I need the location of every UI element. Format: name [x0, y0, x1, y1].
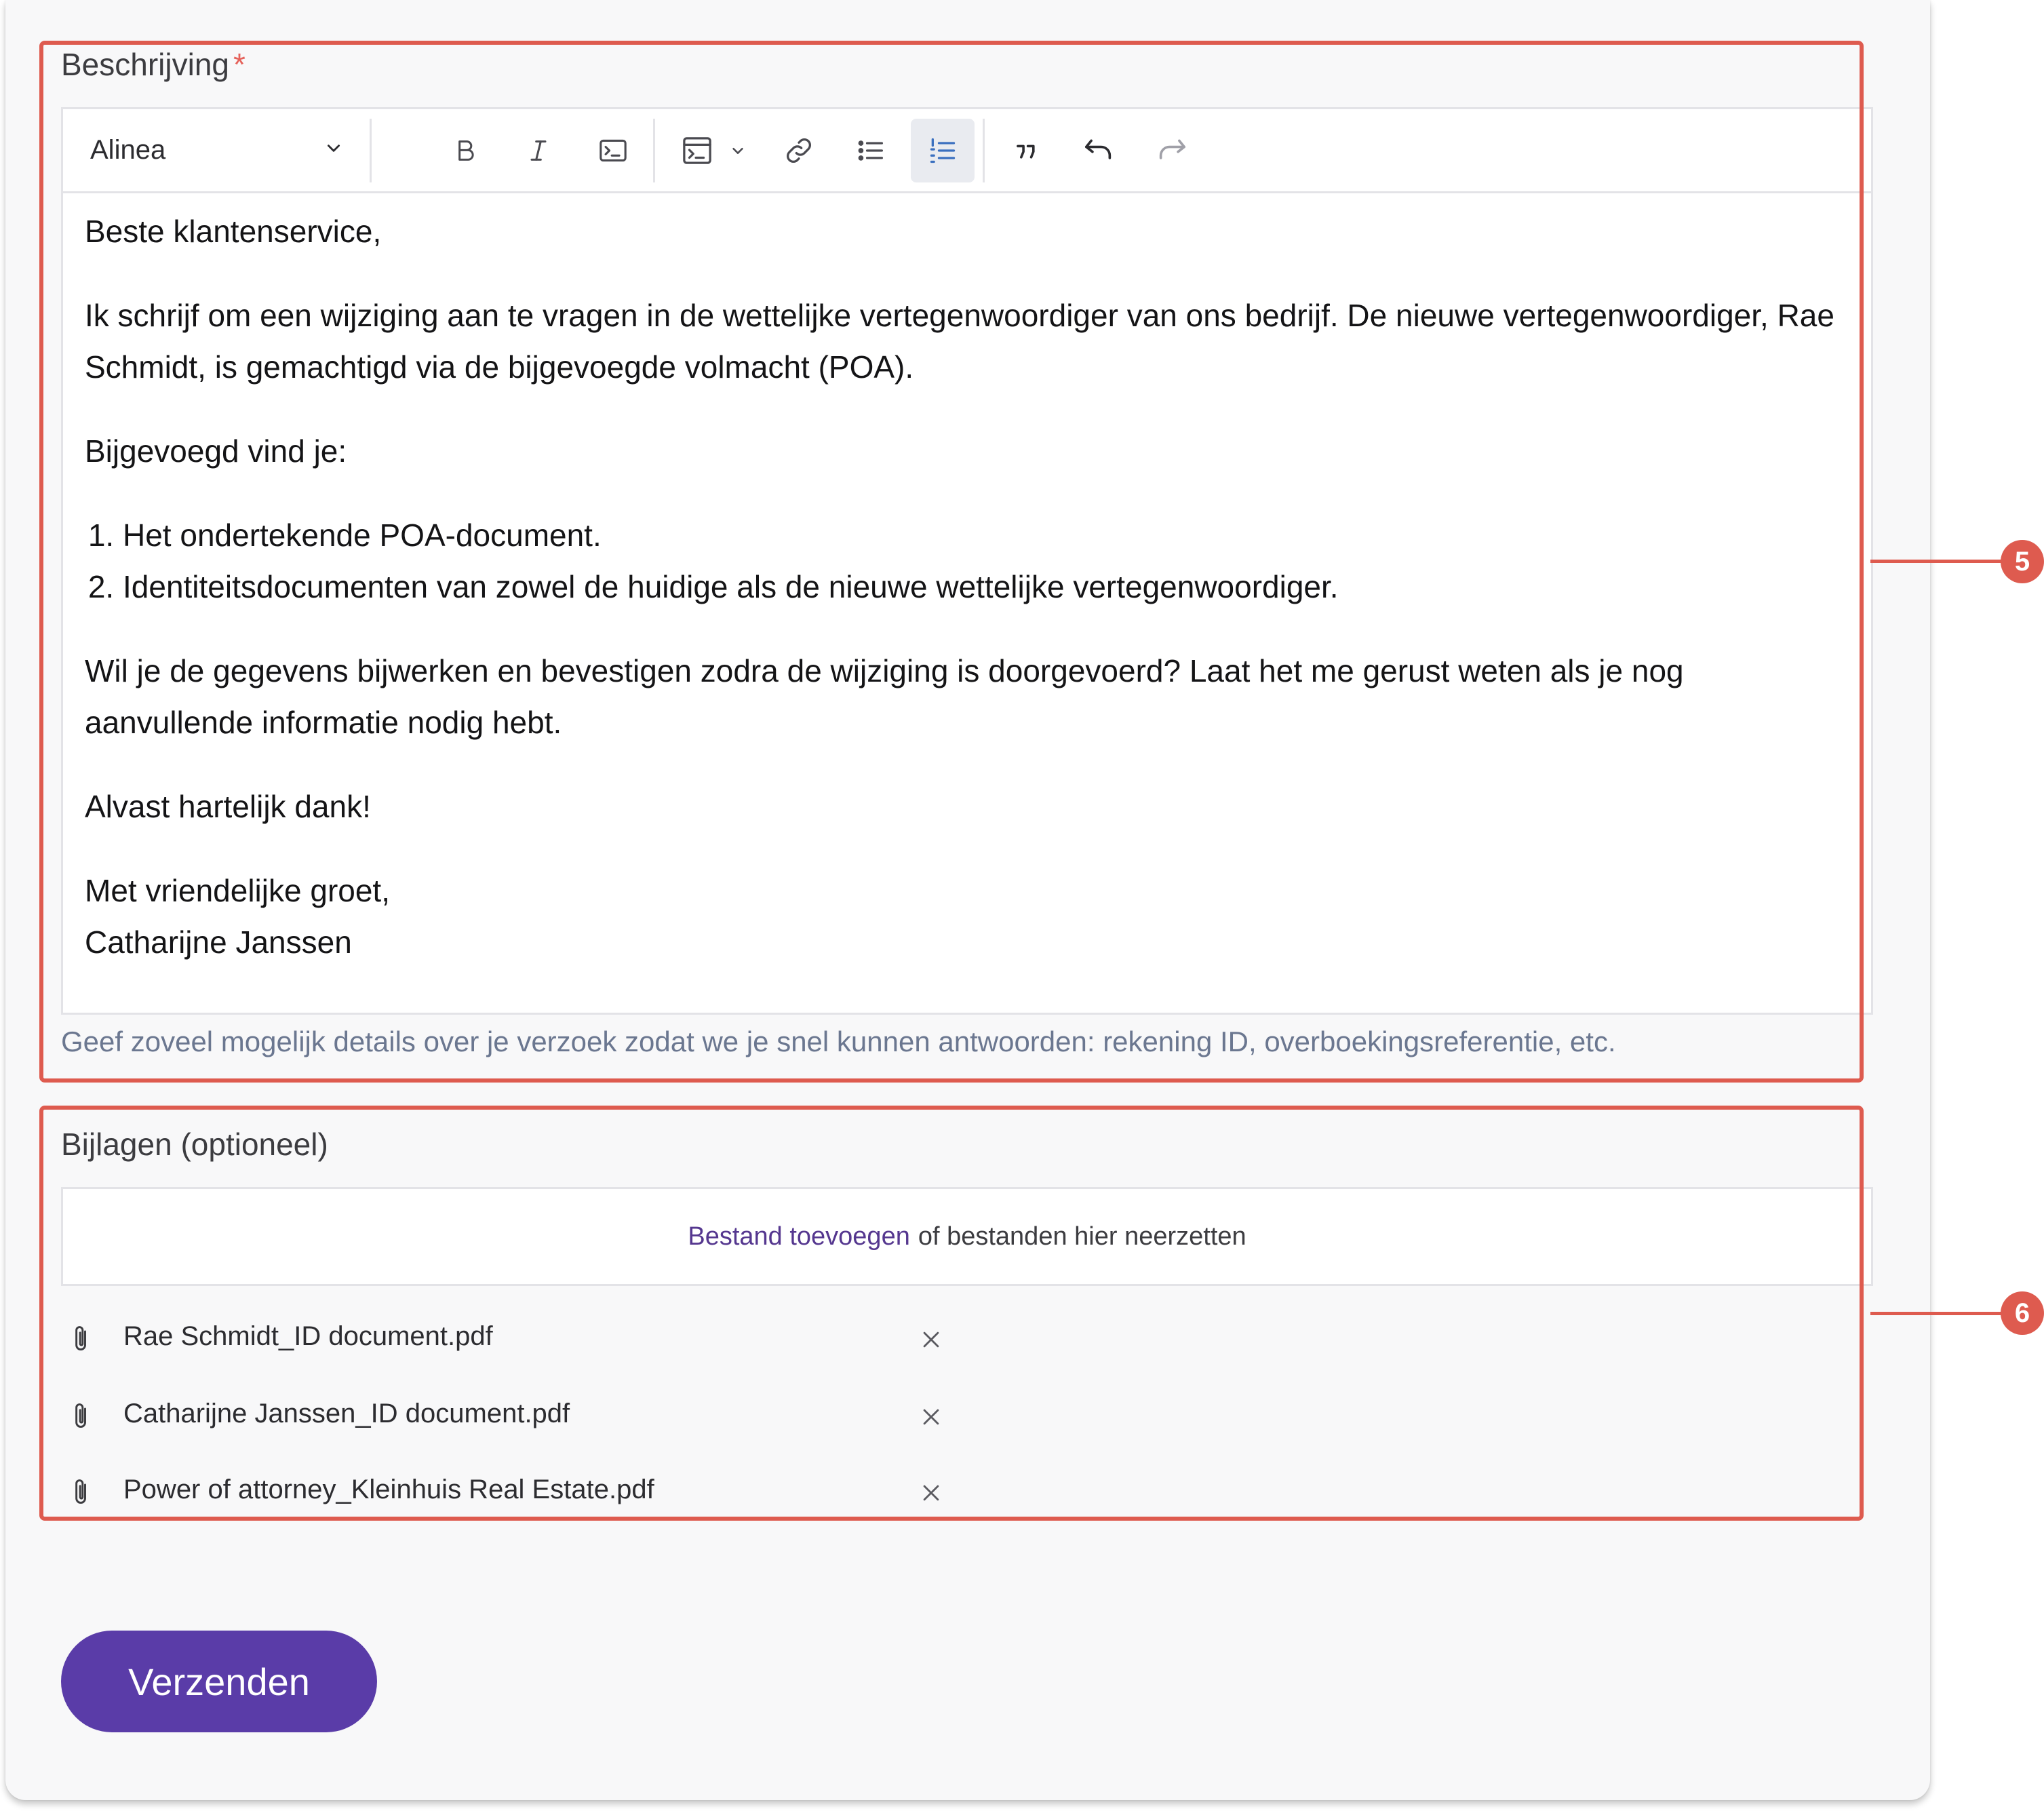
submit-button[interactable]: Verzenden — [61, 1631, 377, 1732]
redo-button[interactable] — [1140, 119, 1204, 182]
quote-button[interactable] — [995, 119, 1059, 182]
required-marker: * — [233, 47, 245, 82]
message-signature: Catharijne Janssen — [85, 924, 352, 960]
bulleted-list-button[interactable] — [839, 119, 903, 182]
bold-icon — [452, 136, 479, 165]
paperclip-icon — [72, 1401, 91, 1431]
close-icon[interactable] — [920, 1405, 943, 1428]
code-icon — [598, 137, 628, 164]
list-item: 2. Identiteitsdocumenten van zowel de huidige als de nieuwe wettelijke vertegenwoordiger. — [123, 561, 1851, 612]
form-card — [5, 0, 1930, 1800]
attachment-filename: Rae Schmidt_ID document.pdf — [123, 1321, 493, 1351]
block-format-value: Alinea — [90, 135, 166, 165]
numbered-list — [85, 509, 1851, 612]
chevron-down-icon — [730, 143, 745, 158]
attachment-row — [72, 1319, 954, 1359]
message-list-intro: Bijgevoegd vind je: — [85, 433, 347, 469]
message-greeting: Beste klantenservice, — [85, 214, 382, 249]
callout-badge-5: 5 — [2001, 540, 2044, 583]
callout-line — [1870, 560, 2003, 563]
code-block-icon — [682, 136, 713, 165]
description-label: Beschrijving * — [61, 47, 245, 82]
link-icon — [784, 136, 814, 165]
chevron-down-icon — [325, 139, 342, 157]
link-button[interactable] — [767, 119, 831, 182]
quote-icon — [1013, 138, 1040, 163]
paperclip-icon — [72, 1324, 91, 1354]
message-paragraph: Ik schrijf om een wijziging aan te vragen in de wettelijke vertegenwoordiger van ons bedrijf. De nieuwe vertegenwoordiger, Rae Schmidt, is gemachtigd via de bijgevoegde volmacht (POA). — [85, 298, 1834, 385]
dropzone-text: of bestanden hier neerzetten — [918, 1222, 1246, 1251]
attachment-filename: Catharijne Janssen_ID document.pdf — [123, 1399, 570, 1428]
list-item: 1. Het ondertekende POA-document. — [123, 509, 1851, 561]
bold-button[interactable] — [433, 119, 497, 182]
editor-toolbar — [63, 109, 1871, 193]
attachment-row — [72, 1396, 954, 1437]
bulleted-list-icon — [856, 137, 886, 164]
italic-icon — [525, 136, 552, 165]
attachment-row — [72, 1472, 954, 1513]
italic-button[interactable] — [507, 119, 570, 182]
add-file-link[interactable]: Bestand toevoegen — [688, 1222, 910, 1251]
block-format-select[interactable] — [63, 109, 370, 191]
close-icon[interactable] — [920, 1328, 943, 1351]
attachment-filename: Power of attorney_Kleinhuis Real Estate.pdf — [123, 1475, 654, 1504]
undo-button[interactable] — [1067, 119, 1131, 182]
undo-icon — [1082, 137, 1115, 164]
callout-badge-6: 6 — [2001, 1291, 2044, 1335]
close-icon[interactable] — [920, 1481, 943, 1504]
message-closing: Met vriendelijke groet, — [85, 873, 390, 908]
description-hint: Geef zoveel mogelijk details over je verzoek zodat we je snel kunnen antwoorden: rekening ID, overboekingsreferentie, etc. — [61, 1026, 1616, 1057]
paperclip-icon — [72, 1477, 91, 1507]
file-dropzone[interactable] — [61, 1187, 1873, 1286]
toolbar-separator — [983, 119, 985, 182]
attachments-label: Bijlagen (optioneel) — [61, 1127, 328, 1162]
numbered-list-icon — [928, 136, 958, 165]
message-thanks: Alvast hartelijk dank! — [85, 789, 371, 824]
code-button[interactable] — [581, 119, 645, 182]
toolbar-separator — [653, 119, 655, 182]
code-block-button[interactable] — [667, 119, 768, 182]
toolbar-separator — [370, 119, 372, 182]
callout-line — [1870, 1312, 2003, 1315]
rich-text-editor[interactable] — [61, 107, 1873, 1015]
redo-icon — [1156, 137, 1188, 164]
editor-content[interactable] — [85, 193, 1851, 968]
message-paragraph: Wil je de gegevens bijwerken en bevestigen zodra de wijziging is doorgevoerd? Laat het me gerust weten als je nog aanvullende informatie nodig hebt. — [85, 653, 1684, 740]
numbered-list-button[interactable] — [911, 119, 975, 182]
